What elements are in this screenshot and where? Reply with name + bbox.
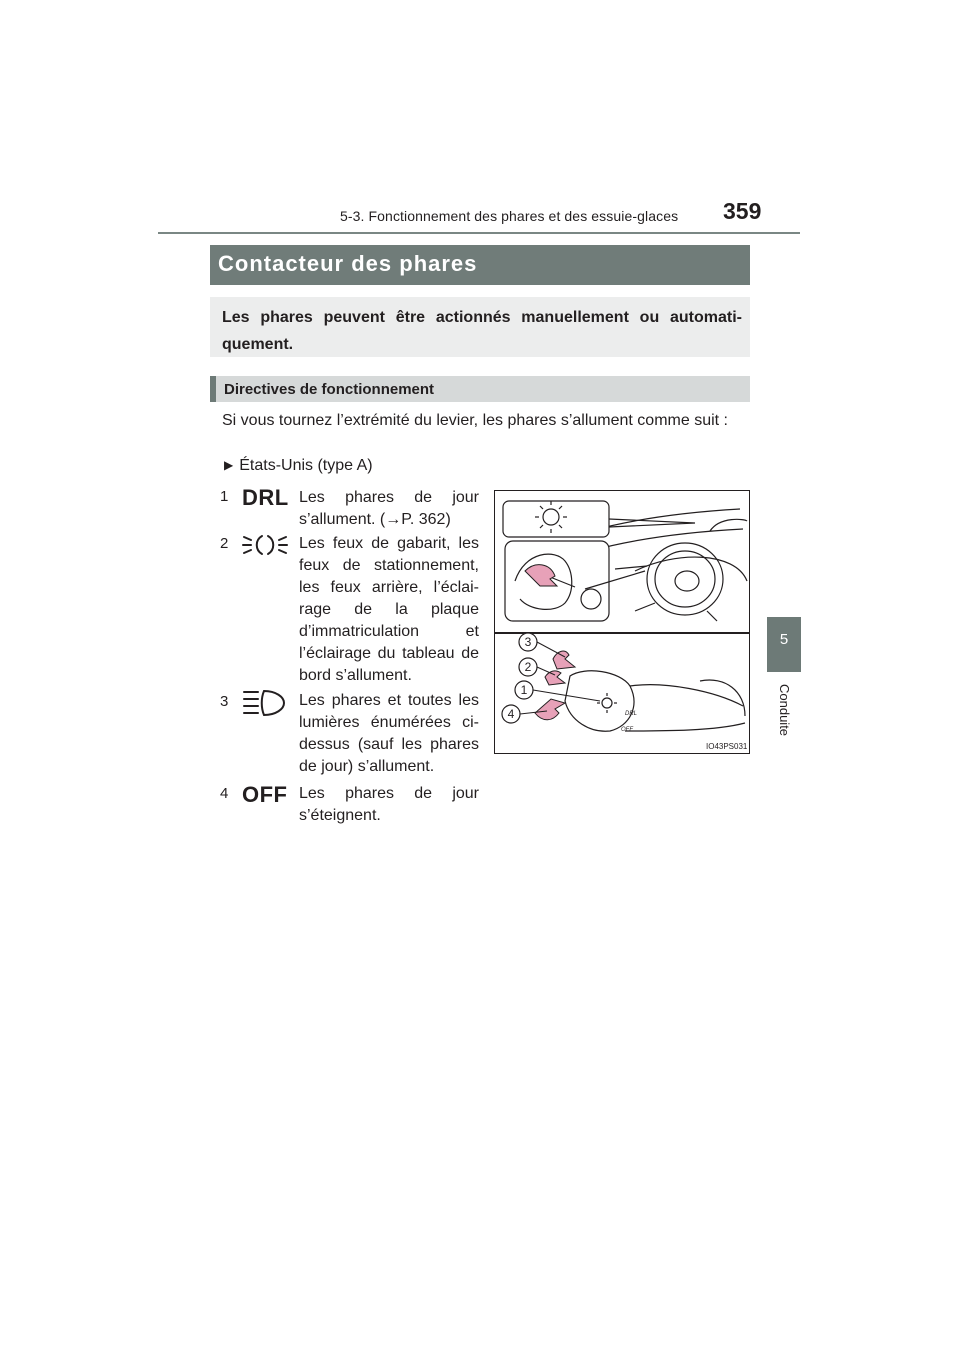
item-description: Les phares de jour s’allument. (→P. 362) <box>299 489 479 528</box>
headlight-icon <box>242 688 288 723</box>
item-number: 4 <box>220 785 229 802</box>
intro-text: Les phares peuvent être actionnés manuellement ou automati-quement. <box>222 309 742 353</box>
bullet-triangle-icon: ▶ <box>224 458 234 472</box>
chapter-tab-number: 5 <box>779 631 789 648</box>
body-paragraph: Si vous tournez l’extrémité du levier, les phares s’allument comme suit : <box>222 412 728 429</box>
callout-3-label: 3 <box>524 635 532 649</box>
callout-2-label: 2 <box>524 660 532 674</box>
callout-4-label: 4 <box>507 707 515 721</box>
switch-off-label: OFF <box>621 727 633 733</box>
item-number: 3 <box>220 693 229 710</box>
subsection-accent <box>210 376 216 402</box>
bullet-text: États-Unis (type A) <box>239 457 373 474</box>
switch-drl-label: DRL <box>625 711 638 717</box>
callout-1-label: 1 <box>520 683 528 697</box>
subsection-title: Directives de fonctionnement <box>224 381 435 398</box>
headlight-switch-illustration <box>494 490 750 754</box>
bullet-item <box>224 457 373 475</box>
item-number: 2 <box>220 535 229 552</box>
drl-text-icon: DRL <box>242 485 289 510</box>
page-number: 359 <box>723 198 762 224</box>
header-divider <box>158 232 800 234</box>
page-title: Contacteur des phares <box>218 251 478 276</box>
item-description: Les feux de gabarit, les feux de stationnement, les feux arrière, l’éclai-rage de la plaque d’immatriculation et l’éclairage du tableau de bord s’allument. <box>299 535 479 684</box>
item-number: 1 <box>220 488 229 505</box>
chapter-tab-label-wrap <box>764 684 804 754</box>
item-description: Les phares et toutes les lumières énumérées ci-dessus (sauf les phares de jour) s’allument. <box>299 692 479 775</box>
parking-lights-icon <box>242 532 288 563</box>
chapter-tab-label: Conduite <box>777 684 792 737</box>
illustration-code: IO43PS031 <box>706 742 748 751</box>
off-text-icon: OFF <box>242 782 288 807</box>
section-header: 5-3. Fonctionnement des phares et des essuie-glaces <box>340 208 679 224</box>
item-description: Les phares de jour s’éteignent. <box>299 785 479 824</box>
